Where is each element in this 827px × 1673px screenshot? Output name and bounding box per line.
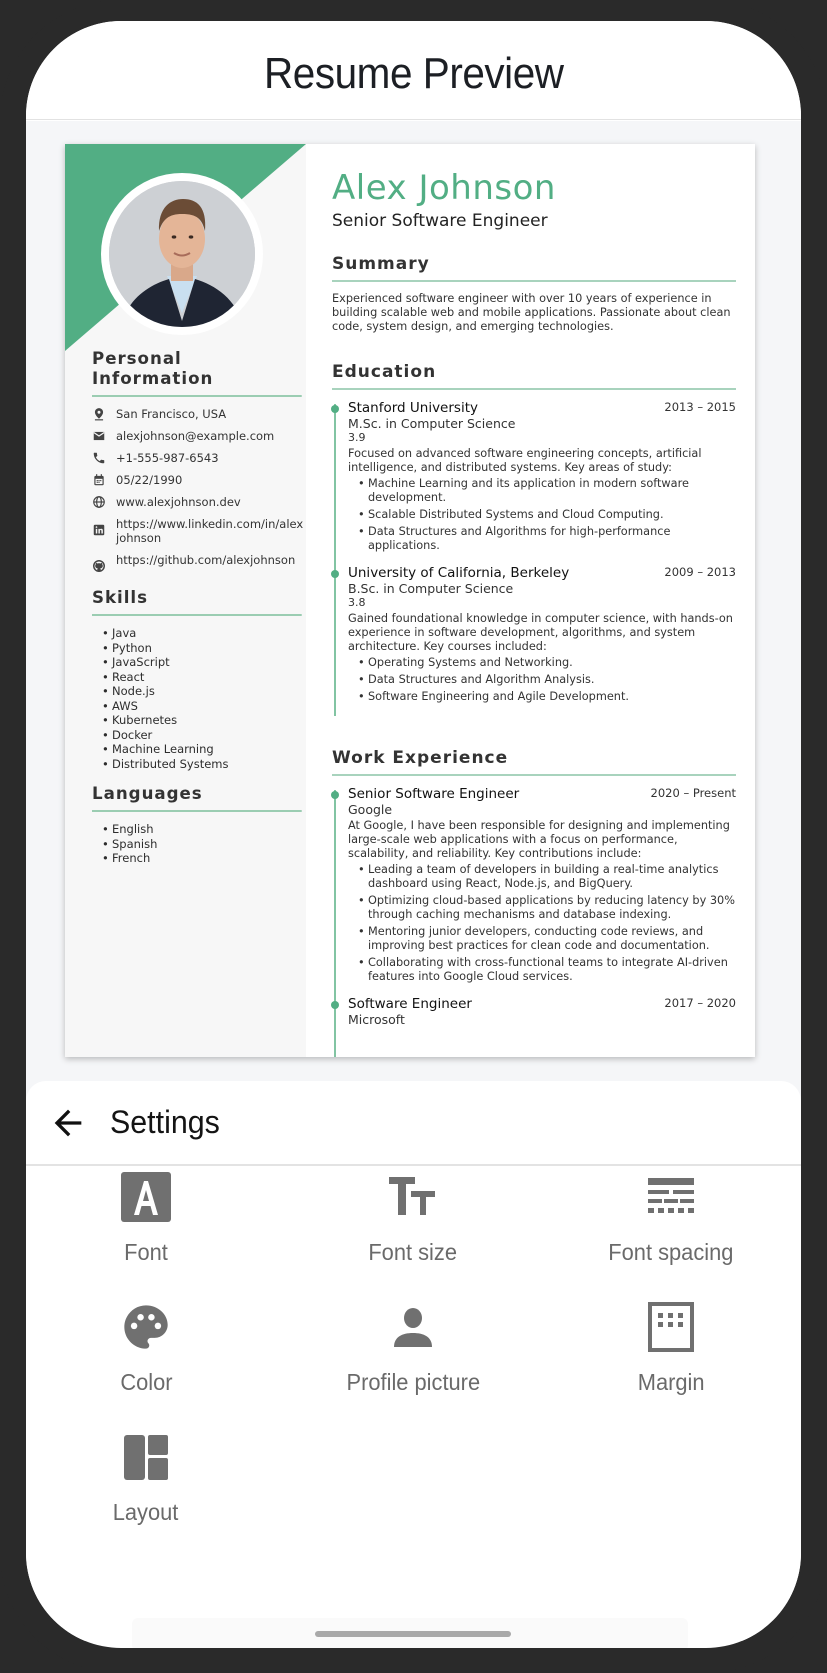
work-entry (348, 786, 736, 984)
location-icon (92, 407, 106, 421)
personal-info-section (92, 349, 306, 581)
entry-bullet: • Data Structures and Algorithms for high-performance applications. (358, 525, 736, 553)
contact-phone: +1-555-987-6543 (92, 451, 306, 465)
job-role: Software Engineer (348, 996, 472, 1012)
language-item: • French (102, 851, 306, 866)
entry-bullets (348, 656, 736, 704)
linkedin-icon (92, 523, 106, 537)
entry-description: Focused on advanced software engineering concepts, artificial intelligence, and distributed systems. Key areas of study: (348, 447, 702, 474)
resume-preview-area[interactable] (26, 121, 801, 1101)
option-color[interactable]: Color (36, 1301, 256, 1411)
entry-dates: 2013 – 2015 (664, 400, 736, 414)
entry-header (348, 565, 736, 581)
screen (26, 21, 801, 1648)
font-size-icon (387, 1171, 439, 1223)
skills-list (92, 626, 306, 771)
entry-header (348, 786, 736, 802)
company: Google (348, 802, 393, 817)
job-role: Senior Software Engineer (348, 786, 520, 802)
summary-text: Experienced software engineer with over 10 years of experience in building scalable web and mobile applications. Passionate about clean code, system design, and emerging technologies. (332, 292, 731, 333)
timeline-dot (331, 791, 339, 799)
skill-item: • Docker (102, 728, 306, 743)
entry-bullets (348, 477, 736, 553)
skill-item: • Distributed Systems (102, 757, 306, 772)
entry-bullet: • Machine Learning and its application in modern software development. (358, 477, 736, 505)
entry-bullet: • Optimizing cloud-based applications by reducing latency by 30% through caching mechanisms and database indexing. (358, 894, 736, 922)
gpa: 3.9 (348, 431, 366, 444)
entry-bullet: • Leading a team of developers in building a real-time analytics dashboard using React, Node.js, and BigQuery. (358, 863, 736, 891)
skills-title: Skills (92, 588, 302, 616)
skill-item: • Node.js (102, 684, 306, 699)
work-timeline (332, 786, 736, 1027)
languages-title: Languages (92, 784, 302, 812)
entry-bullet: • Mentoring junior developers, conducting code reviews, and improving best practices for clean code and documentation. (358, 925, 736, 953)
school-name: University of California, Berkeley (348, 565, 570, 581)
resume-page (65, 144, 755, 1057)
profile-photo-image (109, 181, 255, 327)
skill-item: • React (102, 670, 306, 685)
entry-bullet: • Scalable Distributed Systems and Cloud Computing. (358, 508, 736, 522)
contact-birthdate: 05/22/1990 (92, 473, 306, 487)
gesture-bar-area (132, 1618, 688, 1648)
work-section (332, 748, 736, 1039)
app-bar (26, 21, 801, 120)
entry-dates: 2017 – 2020 (664, 996, 736, 1010)
summary-section (332, 254, 736, 334)
option-font-size[interactable]: Font size (303, 1171, 523, 1281)
page-title: Resume Preview (263, 49, 564, 98)
font-spacing-icon (645, 1171, 697, 1223)
github-icon (92, 559, 106, 573)
resume-sidebar (65, 144, 306, 1057)
settings-sheet (26, 1081, 801, 1641)
timeline-line (334, 404, 336, 716)
back-button[interactable] (44, 1099, 92, 1147)
home-indicator[interactable] (315, 1631, 511, 1637)
entry-bullet: • Collaborating with cross-functional teams to integrate AI-driven features into Google Cloud services. (358, 956, 736, 984)
work-entry (348, 996, 736, 1027)
company: Microsoft (348, 1012, 405, 1027)
timeline-dot (331, 570, 339, 578)
option-margin[interactable]: Margin (561, 1301, 781, 1411)
font-icon (120, 1171, 172, 1223)
personal-info-title: Personal Information (92, 349, 302, 397)
degree: M.Sc. in Computer Science (348, 416, 516, 431)
entry-bullet: • Software Engineering and Agile Development. (358, 690, 736, 704)
contact-email: alexjohnson@example.com (92, 429, 306, 443)
option-layout[interactable]: Layout (36, 1431, 256, 1541)
education-timeline (332, 400, 736, 704)
skill-item: • Python (102, 641, 306, 656)
languages-list (92, 822, 306, 866)
profile-photo (101, 173, 263, 335)
skill-item: • JavaScript (102, 655, 306, 670)
option-font-spacing[interactable]: Font spacing (561, 1171, 781, 1281)
skills-section (92, 588, 306, 771)
language-item: • English (102, 822, 306, 837)
language-item: • Spanish (102, 837, 306, 852)
gpa: 3.8 (348, 596, 366, 609)
resume-name: Alex Johnson (332, 168, 556, 208)
palette-icon (120, 1301, 172, 1353)
resume-job-title: Senior Software Engineer (332, 211, 548, 231)
option-profile-picture[interactable]: Profile picture (303, 1301, 523, 1411)
person-icon (387, 1301, 439, 1353)
timeline-dot (331, 405, 339, 413)
entry-bullets (348, 863, 736, 984)
timeline-dot (331, 1001, 339, 1009)
globe-icon (92, 495, 106, 509)
email-icon (92, 429, 106, 443)
contact-list (92, 407, 306, 573)
summary-title: Summary (332, 254, 736, 282)
settings-title: Settings (110, 1104, 220, 1140)
arrow-back-icon (48, 1103, 88, 1143)
layout-icon (120, 1431, 172, 1483)
education-title: Education (332, 362, 736, 390)
entry-bullet: • Data Structures and Algorithm Analysis. (358, 673, 736, 687)
timeline-line (334, 790, 336, 1057)
education-entry (348, 400, 736, 553)
entry-bullet: • Operating Systems and Networking. (358, 656, 736, 670)
entry-dates: 2009 – 2013 (664, 565, 736, 579)
entry-header (348, 996, 736, 1012)
option-font[interactable]: Font (36, 1171, 256, 1281)
skill-item: • Kubernetes (102, 713, 306, 728)
entry-description: At Google, I have been responsible for designing and implementing large-scale web applications with a focus on performance, scalability, and reliability. Key contributions include: (348, 819, 730, 860)
calendar-icon (92, 473, 106, 487)
entry-description: Gained foundational knowledge in computer science, with hands-on experience in software development, algorithms, and system architecture. Key courses included: (348, 612, 733, 653)
education-section (332, 362, 736, 716)
settings-header (26, 1081, 801, 1166)
work-title: Work Experience (332, 748, 736, 776)
contact-linkedin: https://www.linkedin.com/in/alexjohnson (92, 517, 306, 545)
degree: B.Sc. in Computer Science (348, 581, 514, 596)
contact-website: www.alexjohnson.dev (92, 495, 306, 509)
languages-section (92, 784, 306, 866)
margin-icon (645, 1301, 697, 1353)
contact-location: San Francisco, USA (92, 407, 306, 421)
entry-dates: 2020 – Present (650, 786, 736, 800)
phone-icon (92, 451, 106, 465)
skill-item: • Java (102, 626, 306, 641)
skill-item: • Machine Learning (102, 742, 306, 757)
education-entry (348, 565, 736, 704)
contact-github: https://github.com/alexjohnson (92, 553, 306, 573)
entry-header (348, 400, 736, 416)
school-name: Stanford University (348, 400, 478, 416)
skill-item: • AWS (102, 699, 306, 714)
